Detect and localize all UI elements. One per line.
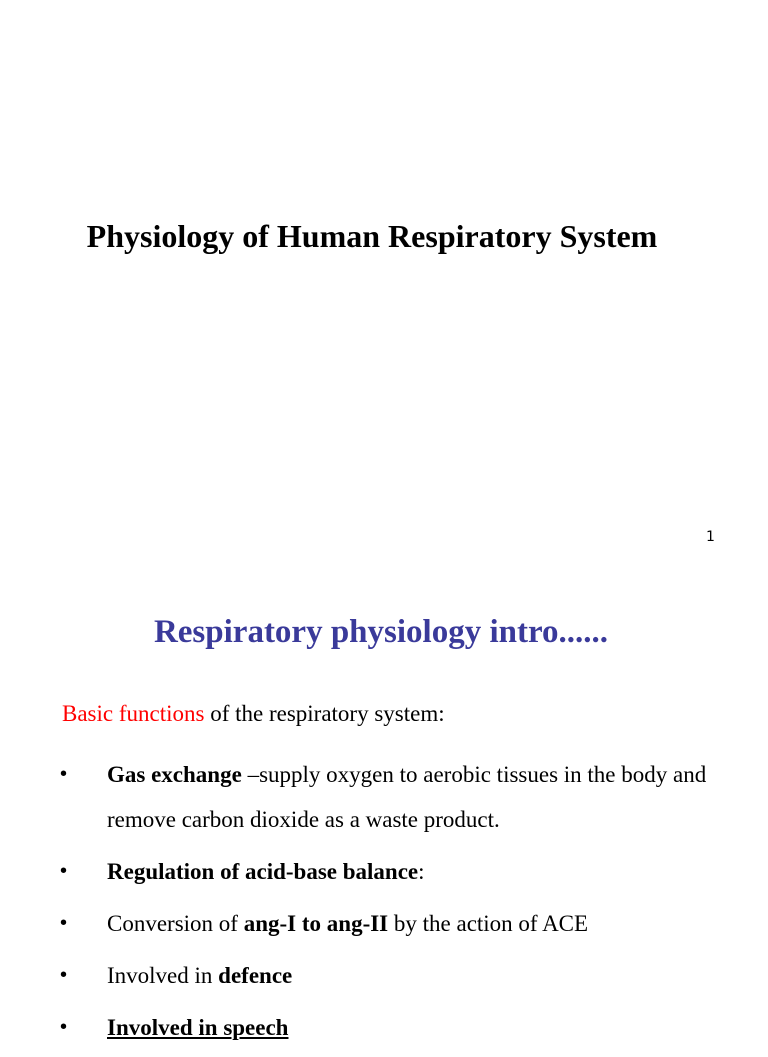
bullet-bold-text: Involved in speech	[107, 1015, 289, 1040]
bullet-text: by the action of ACE	[388, 911, 589, 936]
bullet-bold-text: Gas exchange	[107, 762, 242, 787]
intro-text: of the respiratory system:	[204, 701, 445, 726]
bullet-text: –supply oxygen to aerobic tissues in the body and remove carbon dioxide as a waste product.	[107, 762, 707, 832]
bullet-icon: •	[60, 860, 68, 882]
bullet-text: :	[418, 859, 425, 884]
bullet-bold-text: ang-I to ang-II	[243, 911, 389, 936]
bullet-gas-exchange	[0, 752, 747, 842]
bullet-pre-text: Involved in	[107, 963, 219, 988]
basic-functions-highlight: Basic functions	[62, 701, 205, 726]
function-bullet-list	[0, 752, 768, 1057]
bullet-speech	[0, 1005, 747, 1050]
bullet-ang-conversion	[0, 901, 747, 946]
bullet-icon: •	[60, 763, 68, 785]
bullet-bold-text: Regulation of acid-base balance	[107, 859, 419, 884]
bullet-icon: •	[60, 912, 68, 934]
bullet-defence	[0, 953, 747, 998]
slide-1-title: Physiology of Human Respiratory System	[86, 218, 658, 254]
slide-2	[0, 576, 768, 1040]
intro-line	[62, 698, 445, 730]
bullet-pre-text: Conversion of	[107, 911, 244, 936]
slide-2-title: Respiratory physiology intro......	[153, 614, 609, 650]
bullet-bold-text: defence	[218, 963, 293, 988]
bullet-icon: •	[60, 1016, 68, 1038]
bullet-acid-base	[0, 849, 747, 894]
bullet-icon: •	[60, 964, 68, 986]
slide-number: 1	[706, 529, 715, 545]
